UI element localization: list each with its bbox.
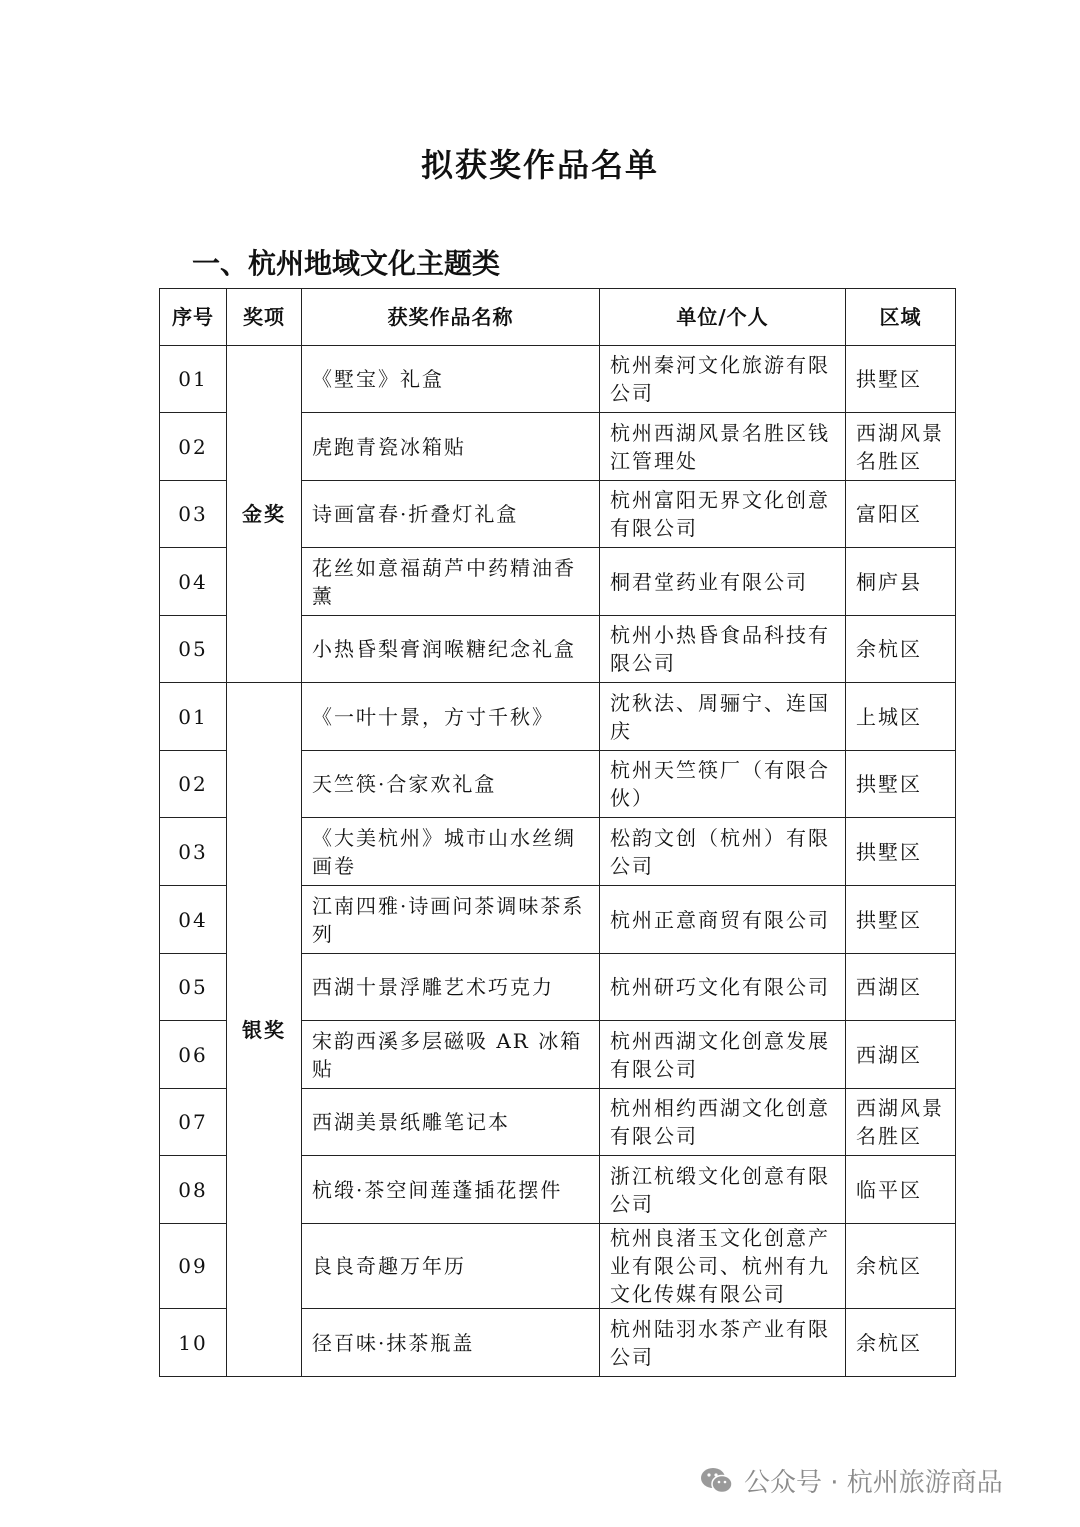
row-number: 03 — [160, 481, 227, 548]
row-number: 07 — [160, 1089, 227, 1156]
work-name: 西湖十景浮雕艺术巧克力 — [302, 954, 600, 1021]
footer-text: 公众号 · 杭州旅游商品 — [744, 1468, 1003, 1498]
region: 西湖区 — [846, 1021, 956, 1089]
region: 西湖风景名胜区 — [846, 413, 956, 481]
region: 西湖区 — [846, 954, 956, 1021]
work-name: 西湖美景纸雕笔记本 — [302, 1089, 600, 1156]
header-work-name: 获奖作品名称 — [302, 289, 600, 346]
page-title: 拟获奖作品名单 — [420, 146, 659, 184]
unit-name: 杭州西湖文化创意发展有限公司 — [600, 1021, 846, 1089]
row-number: 05 — [160, 954, 227, 1021]
work-name: 宋韵西溪多层磁吸 AR 冰箱贴 — [302, 1021, 600, 1089]
work-name: 花丝如意福葫芦中药精油香薰 — [302, 548, 600, 616]
work-name: 小热昏梨膏润喉糖纪念礼盒 — [302, 616, 600, 683]
award-level: 金奖 — [227, 346, 302, 683]
region: 拱墅区 — [846, 751, 956, 818]
table-row — [160, 346, 956, 413]
unit-name: 杭州天竺筷厂（有限合伙） — [600, 751, 846, 818]
region: 余杭区 — [846, 1309, 956, 1377]
region: 富阳区 — [846, 481, 956, 548]
row-number: 01 — [160, 346, 227, 413]
unit-name: 杭州研巧文化有限公司 — [600, 954, 846, 1021]
region: 拱墅区 — [846, 818, 956, 886]
row-number: 02 — [160, 751, 227, 818]
region: 余杭区 — [846, 1224, 956, 1309]
table-header-row — [160, 289, 956, 346]
section-heading: 一、杭州地域文化主题类 — [192, 247, 501, 280]
work-name: 《一叶十景，方寸千秋》 — [302, 683, 600, 751]
row-number: 05 — [160, 616, 227, 683]
region: 桐庐县 — [846, 548, 956, 616]
row-number: 04 — [160, 886, 227, 954]
unit-name: 桐君堂药业有限公司 — [600, 548, 846, 616]
work-name: 径百味·抹茶瓶盖 — [302, 1309, 600, 1377]
unit-name: 杭州小热昏食品科技有限公司 — [600, 616, 846, 683]
unit-name: 沈秋法、周骊宁、连国庆 — [600, 683, 846, 751]
work-name: 杭缎·茶空间莲蓬插花摆件 — [302, 1156, 600, 1224]
region: 西湖风景名胜区 — [846, 1089, 956, 1156]
work-name: 《墅宝》礼盒 — [302, 346, 600, 413]
row-number: 03 — [160, 818, 227, 886]
header-num: 序号 — [160, 289, 227, 346]
work-name: 《大美杭州》城市山水丝绸画卷 — [302, 818, 600, 886]
row-number: 04 — [160, 548, 227, 616]
work-name: 虎跑青瓷冰箱贴 — [302, 413, 600, 481]
row-number: 09 — [160, 1224, 227, 1309]
award-level: 银奖 — [227, 683, 302, 1377]
wechat-icon — [700, 1466, 734, 1496]
work-name: 江南四雅·诗画问茶调味茶系列 — [302, 886, 600, 954]
table-body — [160, 346, 956, 1377]
work-name: 天竺筷·合家欢礼盒 — [302, 751, 600, 818]
footer-watermark — [700, 1462, 1003, 1499]
region: 拱墅区 — [846, 346, 956, 413]
unit-name: 杭州秦河文化旅游有限公司 — [600, 346, 846, 413]
unit-name: 杭州西湖风景名胜区钱江管理处 — [600, 413, 846, 481]
work-name: 良良奇趣万年历 — [302, 1224, 600, 1309]
unit-name: 杭州正意商贸有限公司 — [600, 886, 846, 954]
unit-name: 浙江杭缎文化创意有限公司 — [600, 1156, 846, 1224]
region: 拱墅区 — [846, 886, 956, 954]
awards-table — [159, 288, 956, 1377]
unit-name: 杭州相约西湖文化创意有限公司 — [600, 1089, 846, 1156]
row-number: 01 — [160, 683, 227, 751]
header-region: 区域 — [846, 289, 956, 346]
header-unit: 单位/个人 — [600, 289, 846, 346]
unit-name: 杭州富阳无界文化创意有限公司 — [600, 481, 846, 548]
region: 临平区 — [846, 1156, 956, 1224]
region: 余杭区 — [846, 616, 956, 683]
row-number: 08 — [160, 1156, 227, 1224]
region: 上城区 — [846, 683, 956, 751]
row-number: 10 — [160, 1309, 227, 1377]
table-row — [160, 683, 956, 751]
unit-name: 杭州良渚玉文化创意产业有限公司、杭州有九文化传媒有限公司 — [600, 1224, 846, 1309]
unit-name: 松韵文创（杭州）有限公司 — [600, 818, 846, 886]
header-award: 奖项 — [227, 289, 302, 346]
unit-name: 杭州陆羽水茶产业有限公司 — [600, 1309, 846, 1377]
row-number: 06 — [160, 1021, 227, 1089]
row-number: 02 — [160, 413, 227, 481]
work-name: 诗画富春·折叠灯礼盒 — [302, 481, 600, 548]
